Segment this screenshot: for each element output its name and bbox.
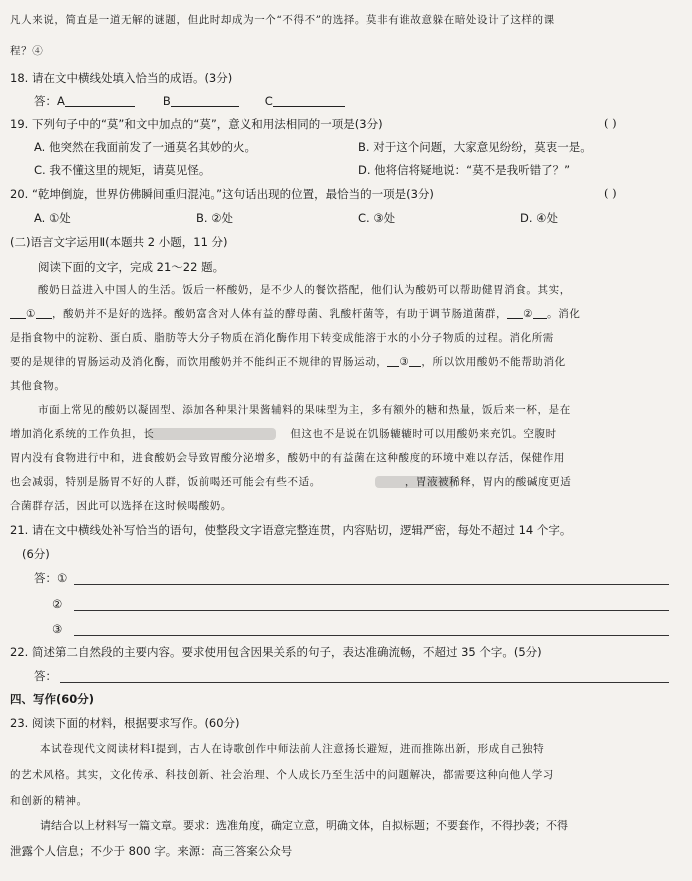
writing-requirements-line1: 请结合以上材料写一篇文章。要求：选准角度，确定立意，明确文体，自拟标题；不要套作，不得抄袭；不得 (40, 819, 568, 832)
question-19-option-a: A. 他突然在我面前发了一通莫名其妙的火。 (34, 140, 256, 154)
answer-blank-a[interactable] (65, 94, 135, 107)
question-20-answer-paren: ( ) (604, 186, 617, 200)
passage-tail-line2: 程？④ (10, 45, 44, 57)
question-21-answer-1-label: 答：① (34, 571, 68, 585)
question-21-stem: 21. 请在文中横线处补写恰当的语句，使整段文字语意完整连贯，内容贴切，逻辑严密，每处不超过 14 个字。 (10, 523, 572, 537)
passage-p2-line3: 胃内没有食物进行中和，进食酸奶会导致胃酸分泌增多，酸奶中的有益菌在这种酸度的环境中难以存活，保健作用 (10, 452, 565, 464)
passage-p1-line4: 要的是规律的胃肠运动及消化酶，而饮用酸奶并不能纠正不规律的胃肠运动， ③ ，所以饮用酸奶不能帮助消化 (10, 356, 566, 368)
answer-label-b: B (162, 94, 171, 108)
question-19-option-b: B. 对于这个问题，大家意见纷纷，莫衷一是。 (358, 140, 592, 154)
section-2-instruction: 阅读下面的文字，完成 21～22 题。 (38, 260, 225, 274)
writing-material-line1: 本试卷现代文阅读材料Ⅰ提到，古人在诗歌创作中师法前人注意扬长避短，进而推陈出新，形成自己独特 (40, 743, 545, 755)
question-19-stem: 19. 下列句子中的“莫”和文中加点的“莫”，意义和用法相同的一项是(3分) (10, 117, 383, 131)
passage-p2-line4: 也会减弱，特别是肠胃不好的人群，饭前喝还可能会有些不适。 ，胃液被稀释，胃内的酸碱度更适 (10, 476, 572, 488)
blank-marker-3: ③ (399, 356, 410, 368)
question-20-stem: 20. “乾坤倒旋，世界仿佛瞬间重归混沌。”这句话出现的位置，最恰当的一项是(3分) (10, 187, 434, 201)
passage-p2-line1: 市面上常见的酸奶以凝固型、添加各种果汁果酱辅料的果味型为主，多有额外的糖和热量，饭后来一杯，是在 (38, 404, 571, 416)
blurred-text-smudge-2 (375, 476, 455, 488)
answer-prefix-a: 答：A (34, 94, 65, 108)
blank-marker-1: ① (26, 308, 37, 320)
section-4-heading: 四、写作(60分) (10, 692, 95, 706)
passage-p1-line5: 其他食物。 (10, 380, 66, 392)
answer-blank-b[interactable] (171, 94, 239, 107)
section-2-heading: (二)语言文字运用Ⅱ(本题共 2 小题，11 分) (10, 235, 228, 249)
answer-line-2[interactable] (74, 610, 669, 611)
passage-p2-line5: 合菌群存活，因此可以选择在这时候喝酸奶。 (10, 500, 232, 512)
blank-marker-2: ② (523, 308, 534, 320)
question-21-answer-3-label: ③ (52, 622, 63, 636)
question-20-option-d: D. ④处 (520, 211, 558, 225)
writing-material-line3: 和创新的精神。 (10, 795, 88, 807)
question-21-points: (6分) (22, 547, 50, 561)
blurred-text-smudge (148, 428, 276, 440)
question-20-option-a: A. ①处 (34, 211, 71, 225)
writing-requirements-line2: 泄露个人信息；不少于 800 字。来源：高三答案公众号 (10, 844, 293, 858)
passage-p1-line1: 酸奶日益进入中国人的生活。饭后一杯酸奶，是不少人的餐饮搭配，他们认为酸奶可以帮助健胃消食。其实， (38, 284, 571, 296)
question-21-answer-2-label: ② (52, 597, 63, 611)
answer-line-q22[interactable] (60, 682, 669, 683)
answer-blank-c[interactable] (273, 94, 345, 107)
passage-p1-line3: 是指食物中的淀粉、蛋白质、脂肪等大分子物质在消化酶作用下转变成能溶于水的小分子物质的过程。消化所需 (10, 332, 554, 344)
passage-tail-line1: 凡人来说，简直是一道无解的谜题，但此时却成为一个“不得不”的选择。莫非有谁故意躲在暗处设计了这样的课 (10, 14, 555, 26)
question-23-stem: 23. 阅读下面的材料，根据要求写作。(60分) (10, 716, 240, 730)
question-18-stem: 18. 请在文中横线处填入恰当的成语。(3分) (10, 71, 233, 85)
question-20-option-b: B. ②处 (196, 211, 234, 225)
question-18-answer-row (34, 93, 345, 109)
writing-material-line2: 的艺术风格。其实，文化传承、科技创新、社会治理、个人成长乃至生活中的问题解决，都需要这种向他人学习 (10, 769, 554, 781)
answer-label-c: C (264, 94, 273, 108)
question-19-answer-paren: ( ) (604, 116, 617, 130)
answer-line-1[interactable] (74, 584, 669, 585)
answer-line-3[interactable] (74, 635, 669, 636)
passage-p1-line2: ① ，酸奶并不是好的选择。酸奶富含对人体有益的酵母菌、乳酸杆菌等，有助于调节肠道菌群， ② 。消化 (10, 306, 580, 322)
question-20-option-c: C. ③处 (358, 211, 396, 225)
passage-p2-line2: 增加消化系统的工作负担，长 但这也不是说在饥肠辘辘时可以用酸奶来充饥。空腹时 (10, 428, 557, 440)
question-22-stem: 22. 简述第二自然段的主要内容。要求使用包含因果关系的句子，表达准确流畅，不超过 35 个字。(5分) (10, 645, 542, 659)
question-22-answer-label: 答： (34, 669, 57, 683)
question-19-option-c: C. 我不懂这里的规矩，请莫见怪。 (34, 163, 211, 177)
question-19-option-d: D. 他将信将疑地说：“莫不是我听错了？” (358, 163, 571, 177)
